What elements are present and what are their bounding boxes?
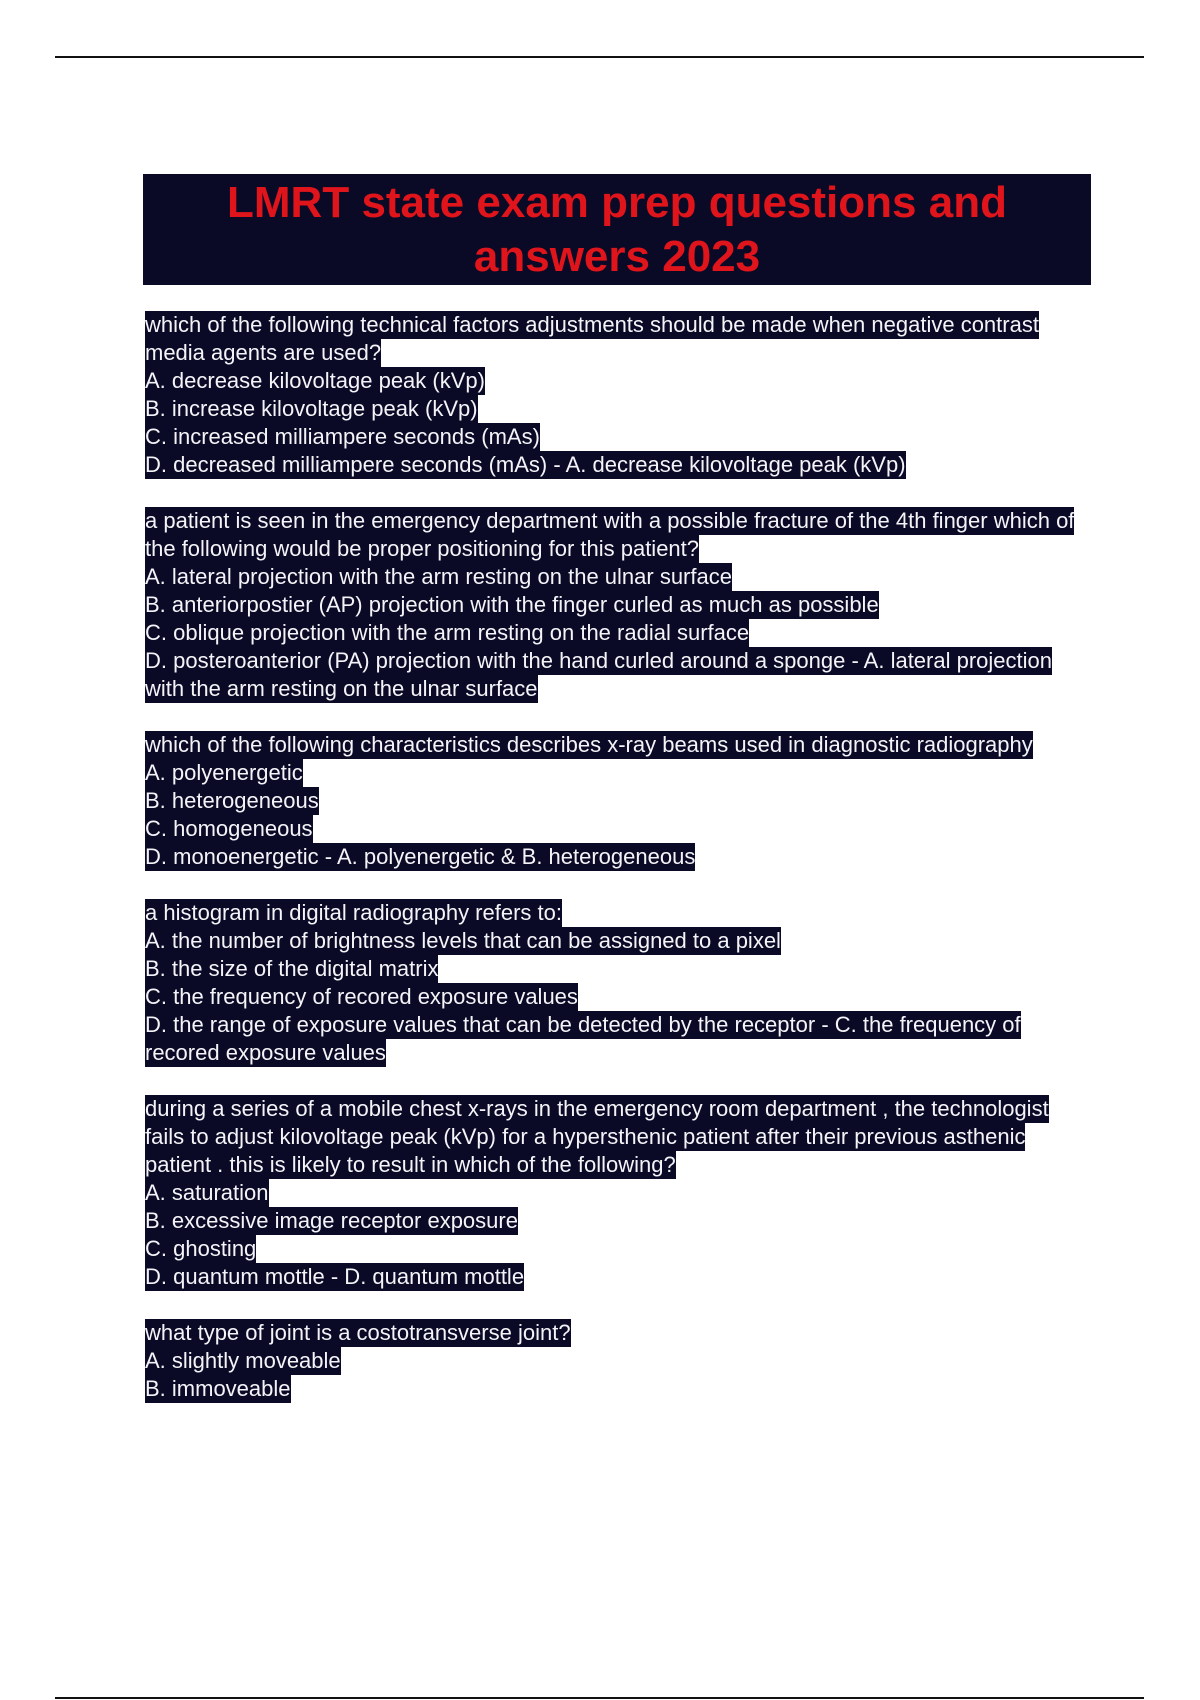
option-c — [145, 423, 1085, 451]
option-highlight: A. saturation — [145, 1180, 269, 1205]
option-b — [145, 955, 1085, 983]
document-title: LMRT state exam prep questions and answers 2023 — [227, 177, 1007, 281]
question-highlight: a patient is seen in the emergency department with a possible fracture of the 4th finger which of the following would be proper positioning for this patient? — [145, 508, 1075, 561]
qa-block-6 — [145, 1319, 1085, 1403]
question-highlight: what type of joint is a costotransverse joint? — [145, 1320, 571, 1345]
option-highlight: D. quantum mottle - D. quantum mottle — [145, 1264, 525, 1289]
qa-block-1 — [145, 311, 1085, 479]
option-highlight: A. the number of brightness levels that can be assigned to a pixel — [145, 928, 781, 953]
bottom-rule — [55, 1697, 1144, 1699]
option-d-answer — [145, 1011, 1085, 1067]
option-a — [145, 1347, 1085, 1375]
option-highlight: C. increased milliampere seconds (mAs) — [145, 424, 540, 449]
option-a — [145, 927, 1085, 955]
question-highlight: during a series of a mobile chest x-rays in the emergency room department , the technologist fails to adjust kilovoltage peak (kVp) for a hypersthenic patient after their previous asthenic patient . this is likely to result in which of the following? — [145, 1096, 1049, 1177]
option-d-answer — [145, 843, 1085, 871]
question-text — [145, 311, 1085, 367]
option-highlight: D. posteroanterior (PA) projection with the hand curled around a sponge - A. lateral projection with the arm resting on the ulnar surface — [145, 648, 1052, 701]
question-text — [145, 507, 1085, 563]
option-c — [145, 983, 1085, 1011]
option-d-answer — [145, 451, 1085, 479]
question-text — [145, 899, 1085, 927]
option-highlight: D. the range of exposure values that can be detected by the receptor - C. the frequency of recored exposure values — [145, 1012, 1021, 1065]
option-highlight: B. increase kilovoltage peak (kVp) — [145, 396, 478, 421]
option-highlight: D. monoenergetic - A. polyenergetic & B. heterogeneous — [145, 844, 696, 869]
qa-block-5 — [145, 1095, 1085, 1291]
option-c — [145, 1235, 1085, 1263]
option-d-answer — [145, 647, 1085, 703]
option-a — [145, 563, 1085, 591]
option-highlight: B. excessive image receptor exposure — [145, 1208, 518, 1233]
option-c — [145, 619, 1085, 647]
question-highlight: which of the following technical factors adjustments should be made when negative contrast media agents are used? — [145, 312, 1039, 365]
option-highlight: C. ghosting — [145, 1236, 257, 1261]
option-highlight: D. decreased milliampere seconds (mAs) - A. decrease kilovoltage peak (kVp) — [145, 452, 906, 477]
option-b — [145, 591, 1085, 619]
option-a — [145, 367, 1085, 395]
option-highlight: A. decrease kilovoltage peak (kVp) — [145, 368, 485, 393]
question-text — [145, 731, 1085, 759]
option-d-answer — [145, 1263, 1085, 1291]
option-b — [145, 395, 1085, 423]
question-text — [145, 1095, 1085, 1179]
option-highlight: B. anteriorpostier (AP) projection with the finger curled as much as possible — [145, 592, 879, 617]
option-highlight: B. the size of the digital matrix — [145, 956, 439, 981]
qa-content — [145, 311, 1085, 1431]
option-b — [145, 1207, 1085, 1235]
option-highlight: B. heterogeneous — [145, 788, 319, 813]
option-highlight: A. polyenergetic — [145, 760, 303, 785]
option-a — [145, 759, 1085, 787]
qa-block-4 — [145, 899, 1085, 1067]
question-highlight: which of the following characteristics describes x-ray beams used in diagnostic radiography — [145, 732, 1033, 757]
qa-block-2 — [145, 507, 1085, 703]
option-highlight: C. the frequency of recored exposure values — [145, 984, 578, 1009]
question-text — [145, 1319, 1085, 1347]
option-highlight: B. immoveable — [145, 1376, 291, 1401]
option-b — [145, 787, 1085, 815]
option-b — [145, 1375, 1085, 1403]
option-highlight: C. homogeneous — [145, 816, 313, 841]
option-highlight: A. slightly moveable — [145, 1348, 341, 1373]
option-highlight: A. lateral projection with the arm resting on the ulnar surface — [145, 564, 732, 589]
option-c — [145, 815, 1085, 843]
option-highlight: C. oblique projection with the arm resting on the radial surface — [145, 620, 750, 645]
question-highlight: a histogram in digital radiography refers to: — [145, 900, 562, 925]
qa-block-3 — [145, 731, 1085, 871]
option-a — [145, 1179, 1085, 1207]
top-rule — [55, 56, 1144, 58]
title-banner — [143, 174, 1091, 285]
